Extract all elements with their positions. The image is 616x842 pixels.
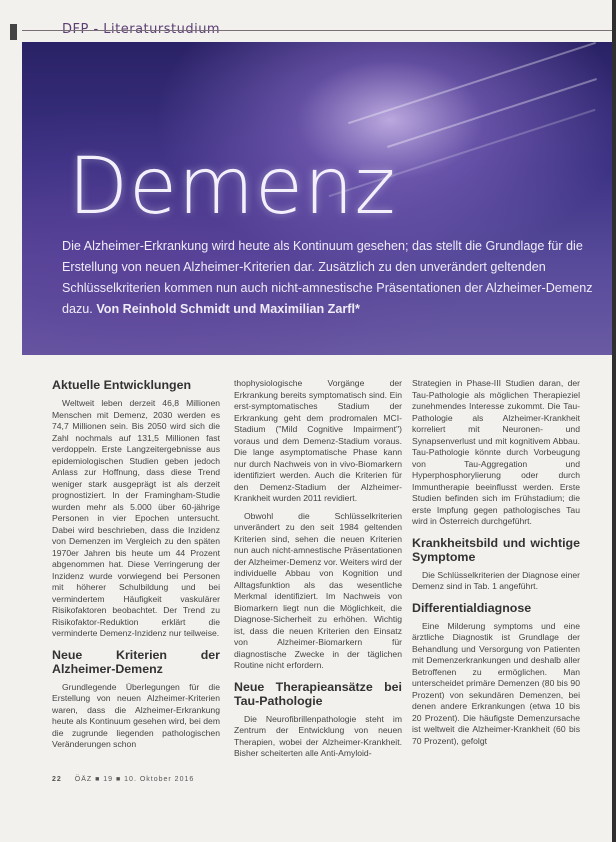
column-3 (412, 378, 580, 747)
article-authors: Von Reinhold Schmidt und Maximilian Zarfl* (96, 302, 360, 316)
page-footer (52, 776, 352, 783)
heading-neue-therapieansaetze: Neue Therapieansätze bei Tau-Pathologie (234, 679, 402, 708)
header-rule (22, 30, 616, 31)
column-2 (234, 378, 402, 760)
paragraph: Weltweit leben derzeit 46,8 Millionen Menschen mit Demenz, 2030 werden es 74,7 Millionen sein. Bis 2050 wird sich die Zahl nochmals auf 131,5 Millionen fast verdoppeln. Erste Langzeitergebnisse aus epidemiologischen Studien geben jedoch Anlass zur Hoffnung, dass diese Trend weniger stark ausgeprägt ist als derzeit prognostiziert. In der Framingham-Studie wurden mehr als 5.000 über 60-jährige Personen in vier Epochen untersucht. Dabei wird beschrieben, dass die Inzidenz von Demenzen im Vergleich zu den späten 1970er Jahren bis heute um 44 Prozent abgenommen hat. Diese Verringerung der Inzidenz wurde vorwiegend bei Personen mit höherer Schulbildung und bei vermindertem Häufigkeit vaskulärer Risikofaktoren beobachtet. Der Trend zu Risikofaktor-Reduktion erklärt die verminderte Demenz-Inzidenz nur teilweise. (52, 398, 220, 638)
page-edge-mark (10, 24, 17, 40)
paragraph: thophysiologische Vorgänge der Erkrankung bereits symptomatisch sind. Ein erst-symptomatisches Stadium der Erkrankung geht dem prodromalen MCI-Stadium ("Mild Cognitive Impairment") voraus und dem Demenz-Stadium voraus. Die lange asymptomatische Phase kann nur durch Nachweis von in vivo-Biomarkern identifiziert werden. Auch die Kriterien für den Demenz-Stadium der Alzheimer-Krankheit wurden 2011 revidiert. (234, 378, 402, 503)
paragraph: Die Neurofibrillenpathologie steht im Zentrum der Entwicklung von neuen Therapien, wobei der Alzheimer-Krankheit. Bisher scheiterten alle Anti-Amyloid- (234, 713, 402, 758)
paragraph: Grundlegende Überlegungen für die Erstellung von neuen Alzheimer-Kriterien waren, dass die Alzheimer-Erkrankung heute als Kontinuum gesehen wird, bei dem die zugrunde liegenden pathologischen Veränderungen schon (52, 681, 220, 749)
paragraph: Eine Milderung symptoms und eine ärztliche Diagnostik ist Grundlage der Behandlung und Versorgung von Patienten mit Demenzerkrankungen und deshalb aller Betroffenen zu ermöglichen. Man unterscheidet primäre Demenzen (80 bis 90 Prozent) von sekundären Demenzen, bei denen andere Erkrankungen (etwa 10 bis 20 Prozent). Die häufigste Demenzursache ist weltweit die Alzheimer-Krankheit (60 bis 70 Prozent), gefolgt (412, 620, 580, 746)
heading-neue-kriterien: Neue Kriterien der Alzheimer-Demenz (52, 647, 220, 676)
paragraph: Die Schlüsselkriterien der Diagnose einer Demenz sind in Tab. 1 angeführt. (412, 569, 580, 591)
page-edge-shadow (612, 0, 616, 842)
hero-image (22, 42, 616, 355)
paragraph: Obwohl die Schlüsselkriterien unverändert zu den seit 1984 geltenden Kriterien sind, sehen die neuen Kriterien nun auch nicht-amnestische Präsentationen der Alzheimer-Demenz vor. Weiters wird der individuelle Abbau von Kognition und Alltagsfunktion als das wesentliche Merkmal identifiziert. Im Nachweis von Biomarkern liegt nun die Möglichkeit, die Diagnose-Sicherheit zu erhöhen. Wichtig ist, dass die neuen Kriterien den Einsatz von Alzheimer-Biomarkern für diagnostische Zwecke in der täglichen Routine nicht erfordern. (234, 510, 402, 670)
article-title: Demenz (68, 142, 397, 232)
section-header: DFP - Literaturstudium (62, 22, 221, 37)
light-streak (348, 42, 596, 124)
lead-text: Die Alzheimer-Erkrankung wird heute als Kontinuum gesehen; das stellt die Grundlage für die Erstellung von neuen Alzheimer-Kriterien dar. Zusätzlich zu den unverändert geltenden Schlüsselkriterien kommen nun auch nicht-amnestische Präsentationen der Alzheimer-Demenz dazu. (62, 239, 593, 316)
heading-krankheitsbild: Krankheitsbild und wichtige Symptome (412, 535, 580, 564)
issue-info: ÖÄZ ■ 19 ■ 10. Oktober 2016 (74, 776, 195, 783)
article-lead (62, 236, 614, 320)
page-number: 22 (52, 776, 62, 783)
column-1 (52, 378, 220, 751)
light-streak (387, 78, 597, 148)
heading-aktuelle-entwicklungen: Aktuelle Entwicklungen (52, 378, 192, 392)
paragraph: Strategien in Phase-III Studien daran, der Tau-Pathologie als möglichen Therapieziel zunehmendes Interesse zukommt. Die Tau-Pathologie als Alzheimer-Krankheit korreliert mit Neuronen- und Synapsenverlust und mit kognitivem Abbau. Tau-Pathologie könnte durch Vorbeugung von Tau-Aggregation und Hyperphosphorylierung oder durch Immuntherapie beeinflusst werden. Erste Studien befinden sich im Frühstadium; die erste Impfung gegen pathologisches Tau wird in Österreich durchgeführt. (412, 378, 580, 526)
heading-differentialdiagnose: Differentialdiagnose (412, 600, 532, 615)
